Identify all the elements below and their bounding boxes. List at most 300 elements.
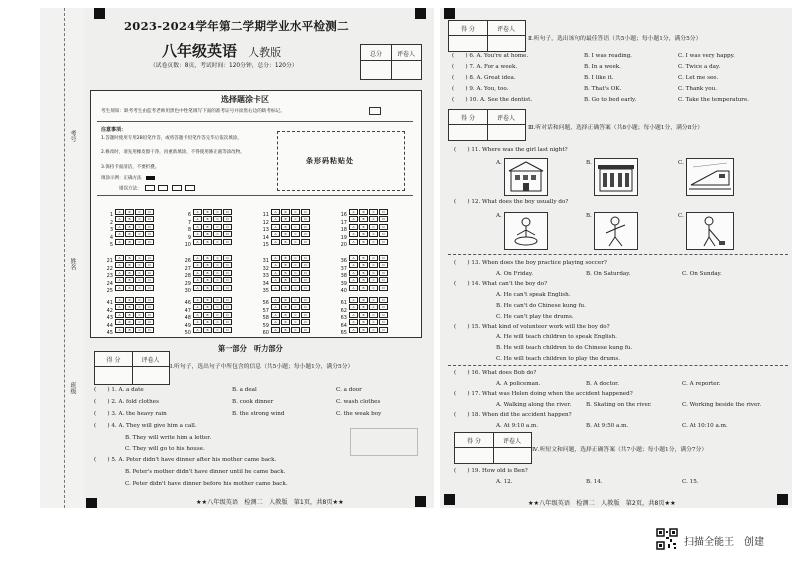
answer-bubble[interactable]: D xyxy=(145,312,154,318)
answer-bubble[interactable]: D xyxy=(145,297,154,303)
answer-bubble[interactable]: D xyxy=(379,209,388,215)
answer-bubble[interactable]: D xyxy=(379,262,388,268)
side-label: 姓名 xyxy=(69,258,76,270)
answer-bubble[interactable]: B xyxy=(203,304,212,310)
answer-bubble[interactable]: C xyxy=(291,277,300,283)
answer-bubble[interactable]: B xyxy=(125,312,134,318)
answer-bubble[interactable]: C xyxy=(369,231,378,237)
answer-bubble[interactable]: A xyxy=(349,319,358,325)
answer-bubble[interactable]: A xyxy=(271,224,280,230)
answer-bubble[interactable]: B xyxy=(203,255,212,261)
answer-bubble[interactable]: C xyxy=(369,239,378,245)
answer-bubble[interactable]: C xyxy=(369,270,378,276)
answer-bubble[interactable]: C xyxy=(135,304,144,310)
answer-bubble[interactable]: B xyxy=(359,312,368,318)
answer-bubble[interactable]: C xyxy=(213,297,222,303)
answer-bubble[interactable]: A xyxy=(349,285,358,291)
answer-number: 61 xyxy=(340,300,347,306)
answer-bubble[interactable]: D xyxy=(301,255,310,261)
answer-bubble[interactable]: C xyxy=(291,285,300,291)
answer-bubble[interactable]: C xyxy=(291,231,300,237)
answer-bubble[interactable]: C xyxy=(135,216,144,222)
answer-bubble[interactable]: B xyxy=(359,297,368,303)
answer-bubble[interactable]: D xyxy=(145,270,154,276)
answer-bubble[interactable]: A xyxy=(349,255,358,261)
answer-bubble[interactable]: C xyxy=(135,209,144,215)
answer-bubble[interactable]: C xyxy=(135,277,144,283)
answer-bubble[interactable]: B xyxy=(203,239,212,245)
answer-bubble[interactable]: C xyxy=(291,209,300,215)
answer-bubble[interactable]: A xyxy=(193,209,202,215)
answer-bubble[interactable]: A xyxy=(271,231,280,237)
picture-option-label: A. xyxy=(496,213,502,219)
scanner-label: 扫描全能王 创建 xyxy=(684,537,764,548)
answer-bubble[interactable]: B xyxy=(125,231,134,237)
answer-bubble[interactable]: B xyxy=(359,262,368,268)
score-label: 得 分 xyxy=(461,115,475,122)
answer-bubble[interactable]: C xyxy=(135,262,144,268)
answer-bubble[interactable]: D xyxy=(145,304,154,310)
answer-bubble[interactable]: A xyxy=(193,231,202,237)
answer-bubble[interactable]: C xyxy=(369,312,378,318)
answer-bubble[interactable]: C xyxy=(213,327,222,333)
answer-bubble[interactable]: C xyxy=(291,255,300,261)
answer-bubble[interactable]: B xyxy=(203,277,212,283)
answer-bubble[interactable]: B xyxy=(359,216,368,222)
answer-bubble[interactable]: C xyxy=(369,285,378,291)
question-11: ( ) 11. Where was the girl last night? xyxy=(454,147,568,153)
answer-number: 49 xyxy=(184,322,191,329)
answer-bubble[interactable]: B xyxy=(281,216,290,222)
answer-bubble[interactable]: D xyxy=(301,262,310,268)
edition-label: 人教版 xyxy=(248,46,282,59)
answer-bubble[interactable]: A xyxy=(271,285,280,291)
answer-bubble[interactable]: C xyxy=(291,224,300,230)
answer-bubble[interactable]: C xyxy=(135,270,144,276)
grader-label: 评卷人 xyxy=(396,51,415,58)
answer-bubble[interactable]: C xyxy=(291,319,300,325)
answer-bubble[interactable]: C xyxy=(369,297,378,303)
fill-example xyxy=(101,175,155,181)
answer-bubble[interactable]: C xyxy=(213,239,222,245)
answer-bubble[interactable]: A xyxy=(271,277,280,283)
answer-number: 24 xyxy=(106,280,113,287)
answer-bubble[interactable]: B xyxy=(203,224,212,230)
answer-bubble[interactable]: C xyxy=(369,209,378,215)
answer-bubble[interactable]: B xyxy=(203,327,212,333)
answer-bubble[interactable]: A xyxy=(349,297,358,303)
answer-bubble[interactable]: D xyxy=(301,216,310,222)
answer-number: 3 xyxy=(109,227,113,234)
answer-bubble[interactable]: A xyxy=(349,277,358,283)
answer-bubble[interactable]: A xyxy=(193,239,202,245)
answer-bubble[interactable]: A xyxy=(115,319,124,325)
answer-option: C. Take the temperature. xyxy=(678,97,750,103)
answer-option: C. He can't play the drums. xyxy=(496,314,574,320)
answer-bubble[interactable]: D xyxy=(379,285,388,291)
answer-bubble[interactable]: B xyxy=(125,216,134,222)
answer-bubble[interactable]: B xyxy=(203,262,212,268)
answer-bubble[interactable]: B xyxy=(203,312,212,318)
answer-bubble[interactable]: C xyxy=(135,255,144,261)
answer-bubble[interactable]: D xyxy=(379,224,388,230)
answer-bubble[interactable]: B xyxy=(281,239,290,245)
answer-bubble[interactable]: A xyxy=(349,327,358,333)
answer-number: 35 xyxy=(262,288,269,295)
answer-option: A. At 9:10 a.m. xyxy=(496,423,539,429)
answer-option: B. Go to bed early. xyxy=(584,97,637,103)
answer-bubble[interactable]: A xyxy=(349,304,358,310)
answer-number: 42 xyxy=(106,307,113,314)
answer-bubble[interactable]: D xyxy=(145,255,154,261)
answer-bubble[interactable]: C xyxy=(291,327,300,333)
answer-bubble[interactable]: B xyxy=(125,239,134,245)
answer-bubble[interactable]: B xyxy=(281,312,290,318)
answer-bubble[interactable]: B xyxy=(125,255,134,261)
answer-bubble[interactable]: D xyxy=(223,312,232,318)
answer-bubble[interactable]: C xyxy=(369,319,378,325)
answer-bubble[interactable]: D xyxy=(223,224,232,230)
answer-bubble[interactable]: D xyxy=(379,327,388,333)
answer-bubble[interactable]: C xyxy=(213,277,222,283)
answer-bubble[interactable]: A xyxy=(349,216,358,222)
section3-title: Ⅲ.听对话和问题，选择正确答案（共8小题；每小题1分，满分8分） xyxy=(528,125,704,131)
answer-bubble[interactable]: B xyxy=(359,327,368,333)
answer-bubble[interactable]: C xyxy=(135,231,144,237)
answer-bubble[interactable]: B xyxy=(125,277,134,283)
answer-bubble[interactable]: B xyxy=(359,319,368,325)
answer-bubble[interactable]: D xyxy=(145,209,154,215)
answer-bubble[interactable]: B xyxy=(125,297,134,303)
answer-option: B. Peter's mother didn't have dinner until he came back. xyxy=(125,469,286,475)
answer-bubble[interactable]: D xyxy=(145,277,154,283)
answer-bubble[interactable]: B xyxy=(281,277,290,283)
answer-bubble[interactable]: B xyxy=(281,327,290,333)
answer-bubble[interactable]: D xyxy=(223,319,232,325)
answer-bubble[interactable]: C xyxy=(135,297,144,303)
total-score-label: 总分 xyxy=(369,51,382,58)
answer-bubble[interactable]: D xyxy=(145,327,154,333)
answer-bubble[interactable]: C xyxy=(291,304,300,310)
answer-bubble[interactable]: C xyxy=(213,270,222,276)
answer-bubble[interactable]: A xyxy=(115,262,124,268)
answer-bubble[interactable]: A xyxy=(115,239,124,245)
answer-bubble[interactable]: D xyxy=(223,231,232,237)
answer-bubble-row xyxy=(105,319,155,338)
answer-bubble[interactable]: A xyxy=(271,327,280,333)
answer-bubble[interactable]: D xyxy=(145,262,154,268)
answer-bubble[interactable]: D xyxy=(223,262,232,268)
answer-number: 14 xyxy=(262,234,269,241)
answer-bubble[interactable]: B xyxy=(281,262,290,268)
answer-bubble[interactable]: A xyxy=(115,285,124,291)
answer-bubble[interactable]: B xyxy=(125,319,134,325)
answer-bubble[interactable]: C xyxy=(135,224,144,230)
answer-bubble[interactable]: B xyxy=(359,277,368,283)
answer-number: 21 xyxy=(106,258,113,264)
answer-bubble[interactable]: D xyxy=(145,285,154,291)
answer-bubble[interactable]: B xyxy=(281,270,290,276)
answer-bubble[interactable]: A xyxy=(271,216,280,222)
answer-bubble[interactable]: C xyxy=(213,231,222,237)
answer-number: 17 xyxy=(340,219,347,226)
answer-bubble[interactable]: D xyxy=(145,224,154,230)
answer-bubble[interactable]: B xyxy=(359,239,368,245)
answer-bubble[interactable]: A xyxy=(193,319,202,325)
answer-bubble[interactable]: D xyxy=(301,312,310,318)
answer-bubble[interactable]: D xyxy=(223,304,232,310)
answer-bubble[interactable]: B xyxy=(203,319,212,325)
picture-option-label: A. xyxy=(496,160,502,166)
answer-bubble[interactable]: D xyxy=(301,270,310,276)
answer-bubble[interactable]: D xyxy=(145,231,154,237)
answer-bubble[interactable]: D xyxy=(379,239,388,245)
answer-bubble[interactable]: A xyxy=(271,304,280,310)
answer-number: 36 xyxy=(340,258,347,264)
answer-bubble[interactable]: C xyxy=(213,319,222,325)
answer-bubble[interactable]: B xyxy=(203,216,212,222)
answer-bubble[interactable]: A xyxy=(271,297,280,303)
answer-bubble[interactable]: A xyxy=(115,255,124,261)
answer-bubble[interactable]: C xyxy=(369,216,378,222)
answer-bubble[interactable]: D xyxy=(301,239,310,245)
section3-score-box xyxy=(448,109,526,141)
answer-bubble[interactable]: D xyxy=(379,231,388,237)
answer-bubble[interactable]: C xyxy=(135,319,144,325)
answer-bubble[interactable]: A xyxy=(271,319,280,325)
answer-bubble[interactable]: A xyxy=(349,312,358,318)
registration-mark xyxy=(444,494,455,505)
answer-bubble[interactable]: A xyxy=(349,231,358,237)
answer-option: C. Working beside the river. xyxy=(682,402,762,408)
answer-bubble[interactable]: D xyxy=(379,270,388,276)
answer-bubble[interactable]: C xyxy=(291,270,300,276)
answer-number: 19 xyxy=(340,234,347,241)
answer-bubble[interactable]: A xyxy=(193,327,202,333)
answer-bubble[interactable]: C xyxy=(369,327,378,333)
answer-bubble[interactable]: C xyxy=(213,304,222,310)
answer-bubble[interactable]: C xyxy=(291,262,300,268)
answer-bubble[interactable]: B xyxy=(203,209,212,215)
answer-bubble[interactable]: A xyxy=(193,262,202,268)
answer-bubble[interactable]: D xyxy=(379,216,388,222)
answer-number: 11 xyxy=(262,212,269,218)
answer-bubble[interactable]: B xyxy=(359,304,368,310)
answer-bubble[interactable]: A xyxy=(271,262,280,268)
answer-number: 59 xyxy=(262,322,269,329)
answer-bubble[interactable]: C xyxy=(369,277,378,283)
registration-mark xyxy=(444,8,455,19)
answer-option: B. a deal xyxy=(232,387,257,393)
answer-bubble[interactable]: D xyxy=(379,255,388,261)
section1-title: Ⅰ.听句子，选出句子中所包含的信息（共5小题；每小题1分，满分5分） xyxy=(170,364,354,370)
answer-bubble[interactable]: B xyxy=(281,297,290,303)
answer-bubble[interactable]: A xyxy=(271,239,280,245)
answer-bubble[interactable]: A xyxy=(193,277,202,283)
answer-number: 64 xyxy=(340,322,347,329)
answer-bubble[interactable]: B xyxy=(281,224,290,230)
answer-bubble[interactable]: C xyxy=(213,285,222,291)
answer-bubble[interactable]: A xyxy=(115,224,124,230)
answer-bubble[interactable]: C xyxy=(213,224,222,230)
answer-bubble[interactable]: C xyxy=(213,312,222,318)
answer-bubble[interactable]: D xyxy=(223,216,232,222)
answer-bubble[interactable]: C xyxy=(369,262,378,268)
answer-bubble[interactable]: A xyxy=(349,270,358,276)
answer-bubble[interactable]: D xyxy=(301,319,310,325)
answer-number: 38 xyxy=(340,273,347,280)
answer-bubble[interactable]: B xyxy=(359,270,368,276)
answer-number: 37 xyxy=(340,265,347,272)
answer-option: B. the strong wind xyxy=(232,411,285,417)
answer-bubble[interactable]: A xyxy=(271,312,280,318)
question-8: ( ) 8. A. Great idea. xyxy=(452,75,516,81)
answer-option: C. Twice a day. xyxy=(678,64,721,70)
answer-bubble[interactable]: B xyxy=(125,304,134,310)
answer-bubble[interactable]: C xyxy=(291,239,300,245)
answer-bubble[interactable]: C xyxy=(135,327,144,333)
answer-bubble[interactable]: D xyxy=(223,209,232,215)
answer-bubble[interactable]: B xyxy=(203,285,212,291)
answer-bubble[interactable]: B xyxy=(281,231,290,237)
answer-bubble[interactable]: B xyxy=(359,285,368,291)
question-6: ( ) 6. A. You're at home. xyxy=(452,53,529,59)
answer-bubble[interactable]: A xyxy=(349,239,358,245)
library-building-image xyxy=(594,158,638,196)
answer-bubble[interactable]: D xyxy=(145,319,154,325)
answer-bubble[interactable]: B xyxy=(125,270,134,276)
answer-bubble[interactable]: C xyxy=(291,297,300,303)
answer-bubble[interactable]: C xyxy=(213,209,222,215)
answer-bubble[interactable]: A xyxy=(271,209,280,215)
answer-bubble[interactable]: A xyxy=(193,255,202,261)
answer-bubble[interactable]: B xyxy=(359,224,368,230)
answer-number: 46 xyxy=(184,300,191,306)
answer-bubble[interactable]: B xyxy=(203,270,212,276)
answer-number: 62 xyxy=(340,307,347,314)
answer-bubble[interactable]: A xyxy=(115,209,124,215)
answer-bubble[interactable]: B xyxy=(203,297,212,303)
answer-bubble[interactable]: D xyxy=(379,319,388,325)
answer-bubble[interactable]: D xyxy=(223,297,232,303)
answer-number: 32 xyxy=(262,265,269,272)
answer-bubble[interactable]: C xyxy=(213,255,222,261)
answer-bubble[interactable]: B xyxy=(125,285,134,291)
answer-bubble[interactable]: D xyxy=(223,327,232,333)
answer-bubble[interactable]: C xyxy=(213,262,222,268)
answer-bubble[interactable]: A xyxy=(115,231,124,237)
answer-bubble[interactable]: C xyxy=(291,216,300,222)
answer-bubble[interactable]: A xyxy=(193,297,202,303)
answer-bubble[interactable]: C xyxy=(135,285,144,291)
answer-card-area xyxy=(90,90,422,338)
answer-bubble[interactable]: B xyxy=(281,285,290,291)
answer-bubble[interactable]: D xyxy=(301,224,310,230)
answer-bubble[interactable]: A xyxy=(193,304,202,310)
answer-bubble[interactable]: A xyxy=(193,216,202,222)
answer-bubble[interactable]: B xyxy=(359,231,368,237)
answer-bubble-grid xyxy=(105,201,415,337)
answer-bubble[interactable]: B xyxy=(359,255,368,261)
registration-mark xyxy=(415,496,426,507)
answer-bubble[interactable]: C xyxy=(135,312,144,318)
answer-bubble[interactable]: A xyxy=(115,327,124,333)
answer-bubble[interactable]: A xyxy=(193,312,202,318)
answer-number: 30 xyxy=(184,288,191,295)
answer-bubble[interactable]: D xyxy=(301,277,310,283)
answer-bubble[interactable]: C xyxy=(213,216,222,222)
answer-bubble[interactable]: D xyxy=(301,297,310,303)
answer-bubble[interactable]: A xyxy=(271,270,280,276)
answer-bubble[interactable]: D xyxy=(145,239,154,245)
answer-bubble[interactable]: A xyxy=(115,270,124,276)
answer-bubble[interactable]: A xyxy=(115,297,124,303)
answer-bubble[interactable]: D xyxy=(379,312,388,318)
answer-bubble[interactable]: D xyxy=(223,255,232,261)
answer-bubble[interactable]: B xyxy=(125,224,134,230)
question-3: ( ) 3. A. the heavy rain xyxy=(94,411,167,417)
answer-bubble[interactable]: D xyxy=(379,297,388,303)
answer-option: C. a door xyxy=(336,387,362,393)
answer-bubble[interactable]: A xyxy=(115,304,124,310)
answer-bubble[interactable]: B xyxy=(281,209,290,215)
answer-bubble[interactable]: C xyxy=(135,239,144,245)
answer-bubble[interactable]: D xyxy=(379,304,388,310)
answer-bubble[interactable]: C xyxy=(369,224,378,230)
answer-bubble[interactable]: A xyxy=(349,224,358,230)
answer-bubble[interactable]: B xyxy=(125,262,134,268)
answer-option: C. Peter didn't have dinner before his mother came back. xyxy=(125,481,288,487)
answer-bubble[interactable]: A xyxy=(349,262,358,268)
answer-bubble[interactable]: A xyxy=(271,255,280,261)
answer-bubble[interactable]: D xyxy=(223,285,232,291)
answer-bubble[interactable]: B xyxy=(281,255,290,261)
answer-bubble[interactable]: A xyxy=(115,277,124,283)
answer-option: A. He can't speak English. xyxy=(496,292,571,298)
answer-bubble[interactable]: D xyxy=(301,327,310,333)
answer-bubble[interactable]: D xyxy=(223,270,232,276)
answer-bubble[interactable]: C xyxy=(369,255,378,261)
answer-number: 27 xyxy=(184,265,191,272)
answer-bubble[interactable]: C xyxy=(369,304,378,310)
answer-bubble[interactable]: A xyxy=(193,285,202,291)
answer-bubble[interactable]: D xyxy=(223,277,232,283)
answer-bubble[interactable]: A xyxy=(349,209,358,215)
answer-bubble[interactable]: D xyxy=(379,277,388,283)
answer-number: 1 xyxy=(109,212,113,218)
answer-bubble[interactable]: D xyxy=(145,216,154,222)
answer-number: 56 xyxy=(262,300,269,306)
answer-bubble[interactable]: B xyxy=(281,319,290,325)
answer-number: 34 xyxy=(262,280,269,287)
answer-bubble[interactable]: D xyxy=(301,285,310,291)
answer-bubble[interactable]: D xyxy=(301,231,310,237)
answer-bubble[interactable]: D xyxy=(301,209,310,215)
answer-bubble[interactable]: B xyxy=(125,327,134,333)
answer-option: B. He can't do Chinese kung fu. xyxy=(496,303,586,309)
answer-bubble[interactable]: C xyxy=(291,312,300,318)
answer-bubble[interactable]: B xyxy=(203,231,212,237)
answer-bubble[interactable]: D xyxy=(223,239,232,245)
answer-bubble[interactable]: A xyxy=(193,270,202,276)
answer-bubble[interactable]: A xyxy=(115,216,124,222)
answer-bubble[interactable]: B xyxy=(281,304,290,310)
answer-bubble[interactable]: B xyxy=(359,209,368,215)
answer-bubble[interactable]: B xyxy=(125,209,134,215)
answer-bubble[interactable]: A xyxy=(115,312,124,318)
answer-bubble[interactable]: D xyxy=(301,304,310,310)
answer-bubble[interactable]: A xyxy=(193,224,202,230)
